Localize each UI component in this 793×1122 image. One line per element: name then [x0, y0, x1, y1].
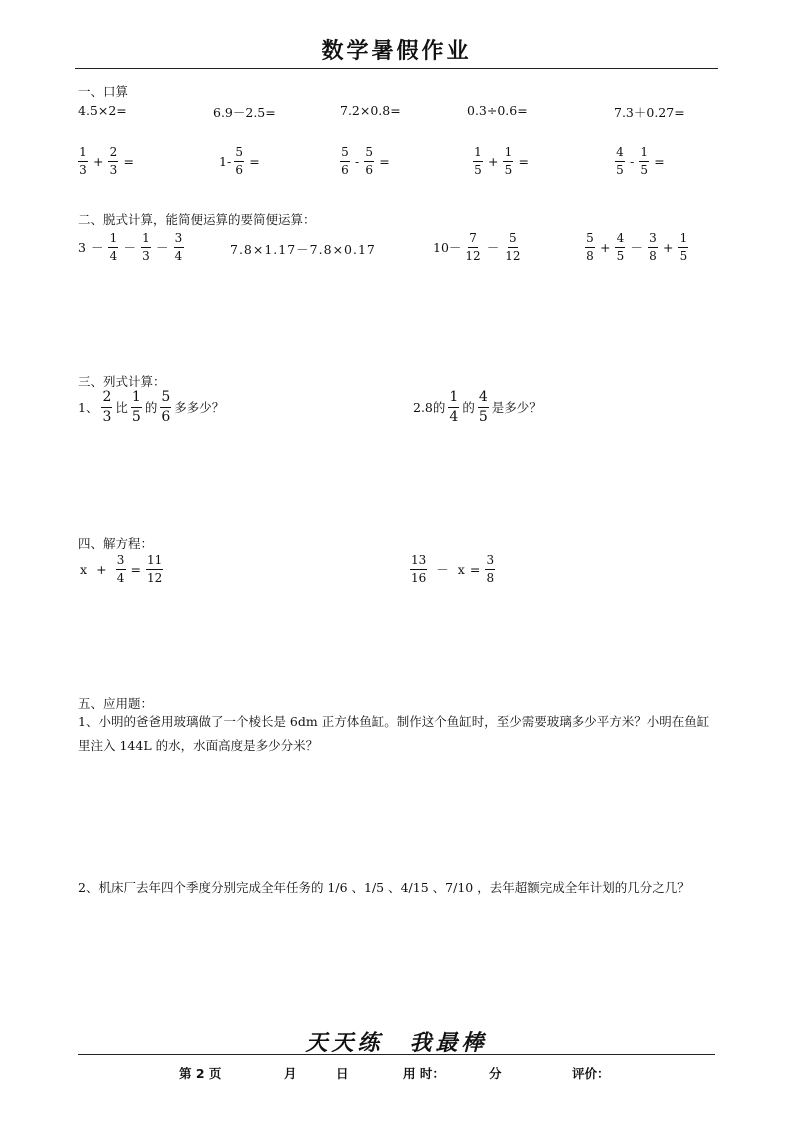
fraction: $\frac{5}{8}$	[586, 231, 594, 263]
equation-1: x + $\frac{3}{4}$ = $\frac{11}{12}$	[80, 553, 163, 585]
fraction: $\frac{1}{4}$	[449, 389, 459, 425]
fraction: $\frac{1}{4}$	[109, 231, 118, 263]
oral-fraction-3: $\frac{5}{6}$ - $\frac{5}{6}$ =	[341, 145, 390, 177]
oral-fraction-2: 1- $\frac{5}{6}$ =	[219, 145, 260, 177]
footer-day: 日	[336, 1066, 349, 1081]
fraction: $\frac{11}{12}$	[147, 553, 163, 585]
fraction: $\frac{2}{3}$	[109, 145, 118, 177]
motto: 天天练 我最棒	[305, 1030, 488, 1056]
footer-month: 月	[284, 1066, 297, 1081]
fraction: $\frac{5}{6}$	[341, 145, 349, 177]
oral-item-1: 4.5×2=	[78, 103, 127, 118]
section-4-heading: 四、解方程：	[78, 536, 154, 551]
calc-problem-2: 7.8×1.17－7.8×0.17	[230, 242, 376, 257]
header-rule	[75, 68, 718, 69]
fraction: $\frac{1}{5}$	[131, 389, 141, 425]
fraction: $\frac{13}{16}$	[411, 553, 427, 585]
oral-item-2: 6.9－2.5=	[213, 105, 276, 120]
fraction: $\frac{1}{5}$	[504, 145, 513, 177]
oral-item-3: 7.2×0.8=	[340, 103, 401, 118]
fraction: $\frac{7}{12}$	[465, 231, 481, 263]
calc-problem-4: $\frac{5}{8}$ + $\frac{4}{5}$ － $\frac{3}{8}$ + $\frac{1}{5}$	[586, 231, 688, 263]
footer-evaluation: 评价：	[572, 1066, 610, 1081]
fraction: $\frac{1}{3}$	[79, 145, 87, 177]
fraction: $\frac{5}{6}$	[365, 145, 374, 177]
fraction: $\frac{5}{6}$	[235, 145, 243, 177]
section-5-heading: 五、应用题：	[78, 696, 154, 711]
footer-page: 第 2 页	[179, 1066, 222, 1081]
footer-rule	[78, 1054, 715, 1055]
footer-minute: 分	[489, 1066, 502, 1081]
calc-problem-3: 10－ $\frac{7}{12}$ － $\frac{5}{12}$	[433, 231, 521, 263]
fraction: $\frac{5}{12}$	[505, 231, 521, 263]
fraction: $\frac{1}{5}$	[640, 145, 649, 177]
word-calc-2: 2.8的 $\frac{1}{4}$ 的 $\frac{4}{5}$ 是多少？	[413, 389, 542, 425]
fraction: $\frac{3}{8}$	[486, 553, 495, 585]
oral-item-5: 7.3＋0.27=	[614, 105, 685, 120]
fraction: $\frac{4}{5}$	[478, 389, 488, 425]
oral-fraction-4: $\frac{1}{5}$ + $\frac{1}{5}$ =	[474, 145, 529, 177]
word-calc-1: 1、 $\frac{2}{3}$ 比 $\frac{1}{5}$ 的 $\frac{5}{6}$ 多多少？	[78, 389, 225, 425]
fraction: $\frac{1}{5}$	[679, 231, 688, 263]
fraction: $\frac{1}{3}$	[142, 231, 150, 263]
fraction: $\frac{3}{8}$	[649, 231, 657, 263]
fraction: $\frac{4}{5}$	[616, 231, 625, 263]
fraction: $\frac{5}{6}$	[161, 389, 171, 425]
application-question-2: 2、机床厂去年四个季度分别完成全年任务的 1/6 、1/5 、4/15 、7/10 ，去年超额完成全年计划的几分之几？	[78, 880, 690, 895]
oral-item-4: 0.3÷0.6=	[467, 103, 528, 118]
fraction: $\frac{1}{5}$	[474, 145, 482, 177]
oral-fraction-1: $\frac{1}{3}$ + $\frac{2}{3}$ =	[79, 145, 134, 177]
oral-fraction-5: $\frac{4}{5}$ - $\frac{1}{5}$ =	[616, 145, 665, 177]
section-2-heading: 二、脱式计算，能简便运算的要简便运算：	[78, 212, 316, 227]
fraction: $\frac{4}{5}$	[616, 145, 624, 177]
fraction: $\frac{3}{4}$	[116, 553, 125, 585]
section-3-heading: 三、列式计算：	[78, 374, 166, 389]
application-question-1: 1、小明的爸爸用玻璃做了一个棱长是 6dm 正方体鱼缸。制作这个鱼缸时，至少需要玻璃多少平方米？小明在鱼缸里注入 144L 的水，水面高度是多少分米？	[78, 714, 710, 753]
section-1-heading: 一、口算	[78, 84, 129, 99]
calc-problem-1: 3 － $\frac{1}{4}$ － $\frac{1}{3}$ － $\frac{3}{4}$	[78, 231, 183, 263]
fraction: $\frac{2}{3}$	[102, 389, 112, 425]
equation-2: $\frac{13}{16}$ － x = $\frac{3}{8}$	[411, 553, 495, 585]
page-title: 数学暑假作业	[321, 39, 472, 64]
footer-time: 用 时：	[403, 1066, 445, 1081]
fraction: $\frac{3}{4}$	[174, 231, 183, 263]
